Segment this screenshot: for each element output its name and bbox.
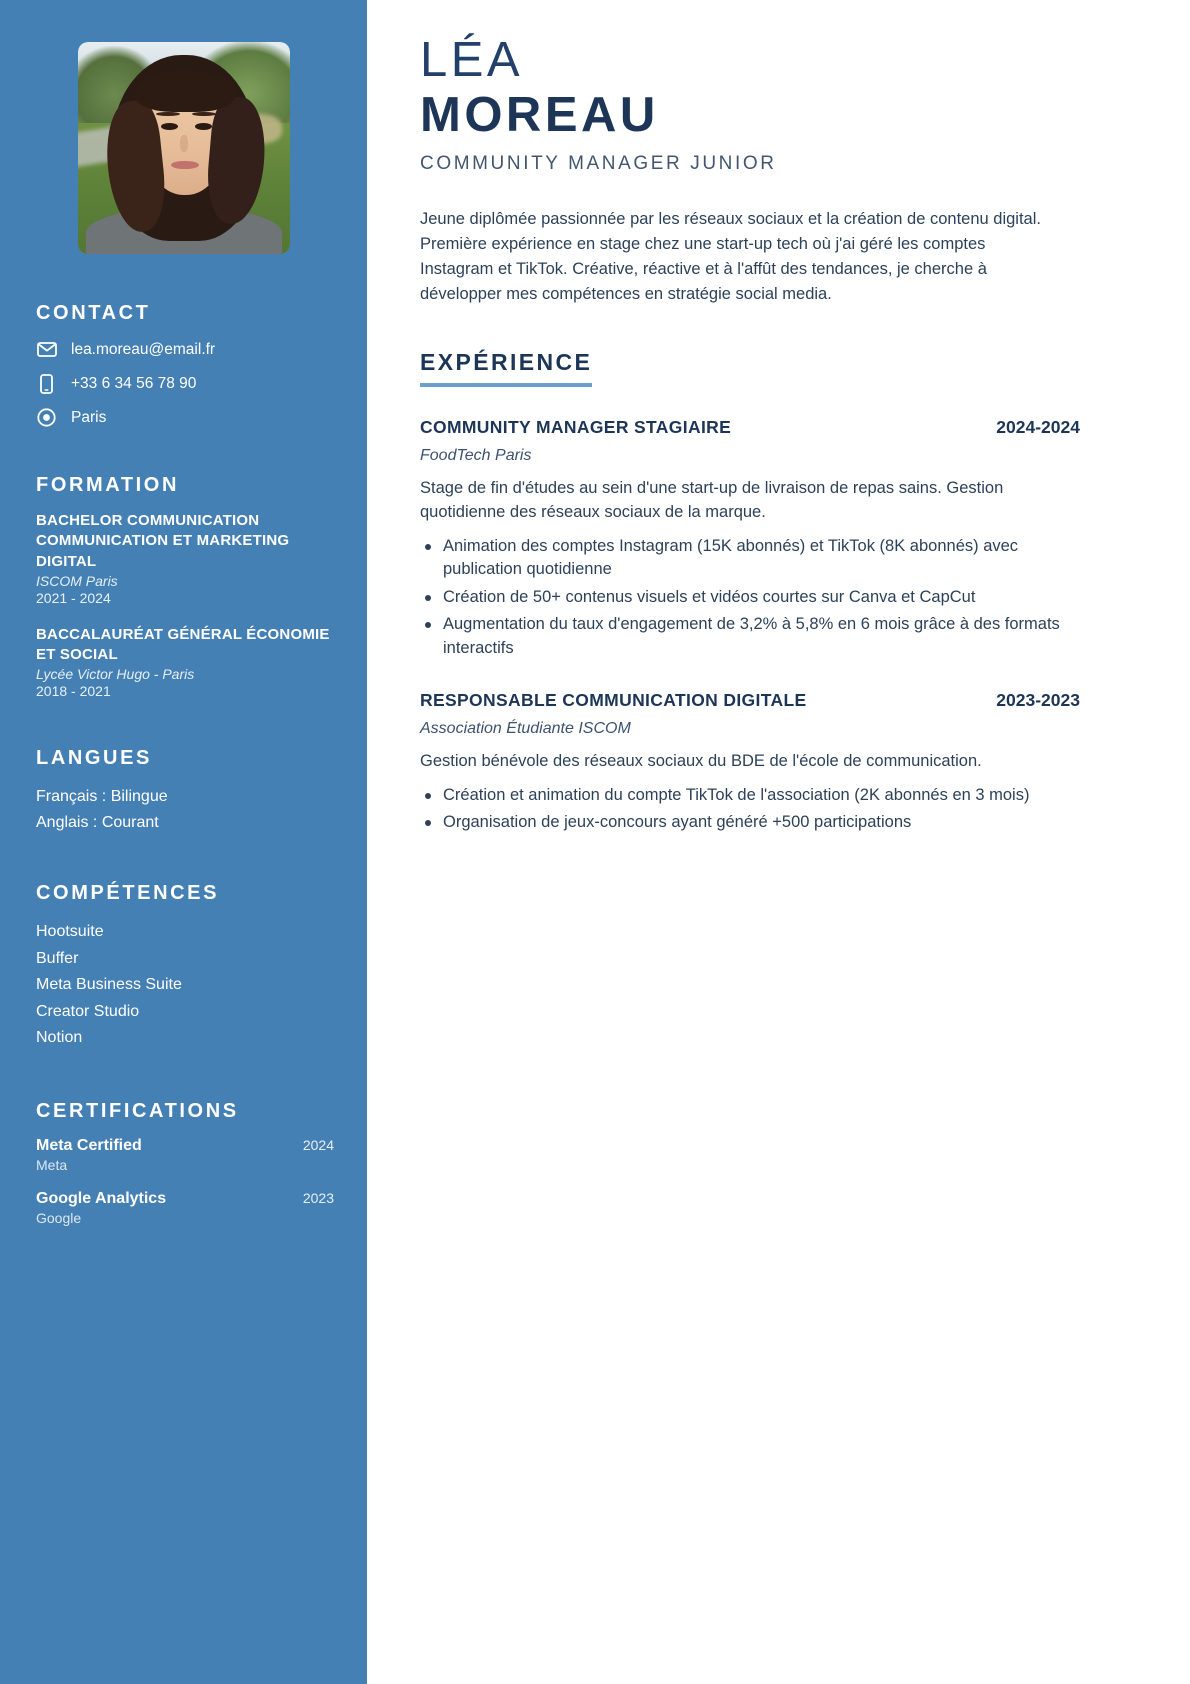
certification-item [36,1137,334,1173]
experience-date: 2024-2024 [996,417,1080,438]
experience-description: Stage de fin d'études au sein d'une start-up de livraison de repas sains. Gestion quotidienne des réseaux sociaux de la marque. [420,479,1004,522]
contact-email-value: lea.moreau@email.fr [71,340,216,358]
experience-bullet-list [420,535,1080,660]
skill-item: Buffer [36,949,79,967]
contact-location-row [36,407,334,428]
experience-date: 2023-2023 [996,690,1080,711]
certifications-section-title: CERTIFICATIONS [36,1099,239,1122]
skill-item: Hootsuite [36,923,104,941]
skill-item: Creator Studio [36,1002,140,1020]
education-years: 2018 - 2021 [36,683,111,700]
photo-eye-left [161,123,178,130]
experience-item [420,417,1080,660]
certifications-section [36,1100,334,1226]
certification-org: Meta [36,1156,68,1173]
skills-section-title: COMPÉTENCES [36,882,220,905]
contact-phone-row [36,373,334,394]
main-content [367,0,1190,1684]
experience-description: Gestion bénévole des réseaux sociaux du BDE de l'école de communication. [420,752,982,771]
profile-photo-image [78,42,290,254]
photo-eye-right [195,123,212,130]
certification-name: Google Analytics [36,1189,167,1207]
skill-item: Notion [36,1029,83,1047]
languages-section [36,747,334,836]
skills-section [36,882,334,1052]
education-years: 2021 - 2024 [36,589,111,606]
profile-photo [78,42,290,254]
formation-section-title: FORMATION [36,474,180,496]
contact-location-value: Paris [71,408,107,426]
certification-org: Google [36,1209,82,1226]
education-item [36,625,334,700]
experience-bullet: Création de 50+ contenus visuels et vidéos courtes sur Canva et CapCut [420,586,1080,609]
first-name: LÉA [420,33,524,87]
languages-section-title: LANGUES [36,747,152,770]
sidebar [0,0,367,1684]
contact-email-row [36,339,334,360]
experience-bullet: Organisation de jeux-concours ayant généré +500 participations [420,811,1080,834]
experience-bullet: Augmentation du taux d'engagement de 3,2% à 5,8% en 6 mois grâce à des formats interactifs [420,613,1080,660]
contact-section-title: CONTACT [36,302,151,324]
experience-section-title: EXPÉRIENCE [420,349,592,387]
experience-role: RESPONSABLE COMMUNICATION DIGITALE [420,690,807,711]
contact-phone-value: +33 6 34 56 78 90 [71,374,197,392]
professional-summary: Jeune diplômée passionnée par les réseaux sociaux et la création de contenu digital. Première expérience en stage chez une start-up tech où j'ai géré les comptes Instagram et TikTok. Créative, réactive et à l'affût des tendances, je cherche à développer mes compétences en stratégie social media. [420,209,1041,304]
formation-section [36,474,334,699]
language-item: Anglais : Courant [36,814,159,832]
education-degree: BACHELOR COMMUNICATION COMMUNICATION ET MARKETING DIGITAL [36,512,290,570]
education-school: Lycée Victor Hugo - Paris [36,666,195,683]
certification-header [36,1137,334,1155]
experience-role: COMMUNITY MANAGER STAGIAIRE [420,417,732,438]
certification-year: 2023 [302,1189,334,1206]
location-pin-icon [36,407,57,428]
certification-year: 2024 [302,1136,334,1153]
photo-mouth [171,161,199,169]
education-school: ISCOM Paris [36,572,118,589]
certification-header [36,1190,334,1208]
phone-icon [36,373,57,394]
language-item: Français : Bilingue [36,788,168,806]
experience-header [420,417,1080,438]
photo-fringe [135,70,235,112]
experience-bullet-list [420,784,1080,835]
experience-item [420,690,1080,835]
experience-bullet: Création et animation du compte TikTok de l'association (2K abonnés en 3 mois) [420,784,1080,807]
experience-company: Association Étudiante ISCOM [420,720,631,738]
last-name: MOREAU [420,87,659,142]
envelope-icon [36,339,57,360]
certification-name: Meta Certified [36,1136,142,1154]
contact-section [36,302,334,428]
experience-bullet: Animation des comptes Instagram (15K abonnés) et TikTok (8K abonnés) avec publication quotidienne [420,535,1080,582]
experience-company: FoodTech Paris [420,447,532,465]
job-title: COMMUNITY MANAGER JUNIOR [420,152,777,174]
skill-item: Meta Business Suite [36,976,182,994]
certification-item [36,1190,334,1226]
resume-header [420,35,1080,175]
education-item [36,511,334,606]
photo-nose [180,135,188,152]
experience-header [420,690,1080,711]
education-degree: BACCALAURÉAT GÉNÉRAL ÉCONOMIE ET SOCIAL [36,625,330,663]
